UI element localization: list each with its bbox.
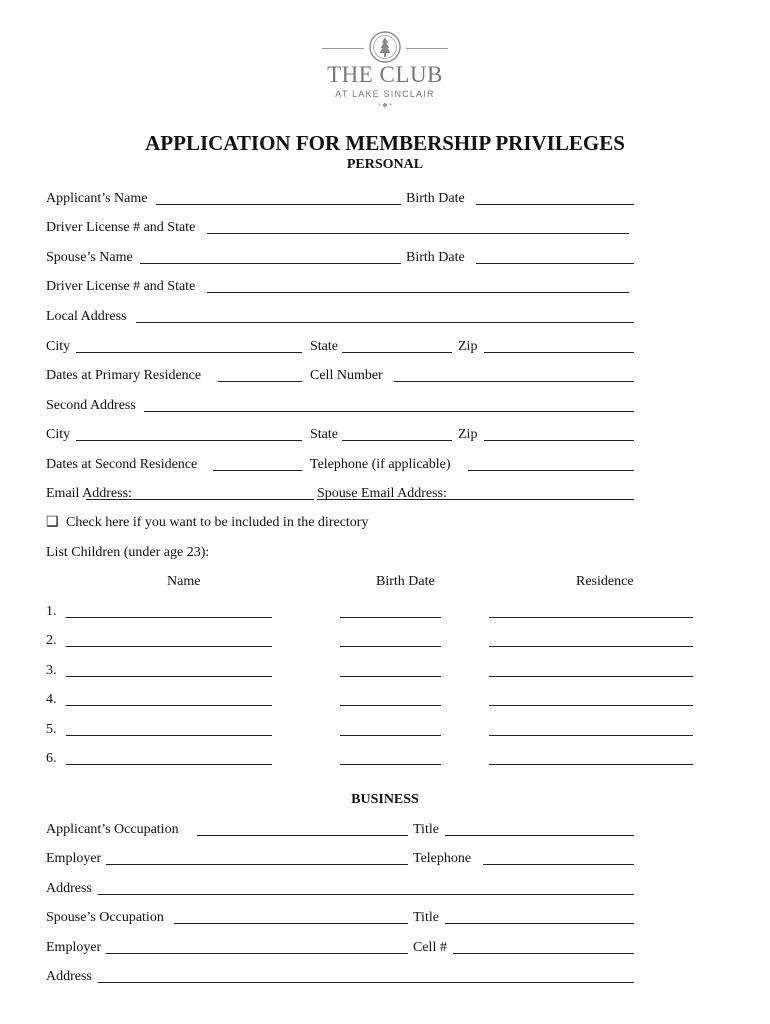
applicant-telephone-field[interactable] [483,864,634,865]
child-row-number: 6. [46,751,57,766]
applicant-business-address-field[interactable] [98,894,634,895]
child-birth-date-field[interactable] [340,764,441,765]
child-birth-date-field[interactable] [340,735,441,736]
child-birth-date-field[interactable] [340,705,441,706]
spouse-title-field[interactable] [445,923,634,924]
email-label: Email Address: [46,486,132,501]
spouse-driver-license-label: Driver License # and State [46,279,196,294]
second-zip-label: Zip [458,427,478,442]
applicant-occupation-field[interactable] [197,835,408,836]
child-residence-field[interactable] [489,617,693,618]
spouse-birth-date-field[interactable] [476,263,634,264]
second-state-field[interactable] [342,440,452,441]
spouse-occupation-label: Spouse’s Occupation [46,910,164,925]
children-col-residence: Residence [576,574,634,589]
spouse-driver-license-field[interactable] [207,292,629,293]
child-row-number: 3. [46,663,57,678]
second-address-label: Second Address [46,398,136,413]
logo-ornament: • ◆ • [378,101,392,109]
child-birth-date-field[interactable] [340,617,441,618]
dates-primary-label: Dates at Primary Residence [46,368,202,383]
spouse-name-label: Spouse’s Name [46,250,133,265]
email-field[interactable] [86,499,314,500]
pine-tree-seal-icon [368,30,402,64]
second-zip-field[interactable] [484,440,634,441]
zip-label: Zip [458,339,478,354]
directory-checkbox[interactable]: ❑ [46,515,59,530]
second-address-field[interactable] [144,411,634,412]
list-children-label: List Children (under age 23): [46,545,210,560]
applicant-telephone-label: Telephone [413,851,472,866]
child-row-number: 4. [46,692,57,707]
applicant-business-address-label: Address [46,881,92,896]
city-field[interactable] [76,352,302,353]
child-name-field[interactable] [66,617,272,618]
child-name-field[interactable] [66,705,272,706]
child-birth-date-field[interactable] [340,646,441,647]
child-residence-field[interactable] [489,676,693,677]
logo-right-rule [406,48,448,49]
child-name-field[interactable] [66,764,272,765]
spouse-business-address-label: Address [46,969,92,984]
telephone-optional-label: Telephone (if applicable) [310,457,451,472]
applicant-birth-date-field[interactable] [476,204,634,205]
local-address-label: Local Address [46,309,127,324]
applicant-name-field[interactable] [156,204,401,205]
child-residence-field[interactable] [489,735,693,736]
spouse-employer-label: Employer [46,940,102,955]
driver-license-label: Driver License # and State [46,220,196,235]
second-city-label: City [46,427,71,442]
spouse-email-label: Spouse Email Address: [317,486,447,501]
applicant-title-field[interactable] [445,835,634,836]
spouse-employer-field[interactable] [106,953,408,954]
spouse-cell-label: Cell # [413,940,447,955]
children-col-name: Name [167,574,201,589]
child-residence-field[interactable] [489,764,693,765]
personal-heading: PERSONAL [346,157,424,172]
cell-number-label: Cell Number [310,368,383,383]
child-name-field[interactable] [66,735,272,736]
driver-license-field[interactable] [207,233,629,234]
child-row-number: 2. [46,633,57,648]
spouse-business-address-field[interactable] [98,982,634,983]
spouse-cell-field[interactable] [453,953,634,954]
applicant-employer-field[interactable] [106,864,408,865]
local-address-field[interactable] [136,322,634,323]
child-row-number: 1. [46,604,57,619]
child-birth-date-field[interactable] [340,676,441,677]
applicant-name-label: Applicant’s Name [46,191,148,206]
second-city-field[interactable] [76,440,302,441]
dates-second-field[interactable] [213,470,302,471]
club-logo [300,28,470,114]
child-row-number: 5. [46,722,57,737]
dates-second-label: Dates at Second Residence [46,457,198,472]
child-name-field[interactable] [66,646,272,647]
applicant-employer-label: Employer [46,851,102,866]
spouse-email-field[interactable] [317,499,634,500]
form-title: APPLICATION FOR MEMBERSHIP PRIVILEGES [145,131,625,155]
city-label: City [46,339,71,354]
state-label: State [310,339,338,354]
cell-number-field[interactable] [394,381,634,382]
logo-tagline: AT LAKE SINCLAIR [335,89,435,99]
logo-brand: THE CLUB [327,62,443,87]
child-residence-field[interactable] [489,705,693,706]
state-field[interactable] [342,352,452,353]
zip-field[interactable] [484,352,634,353]
business-heading: BUSINESS [351,792,419,807]
spouse-name-field[interactable] [140,263,401,264]
birth-date-label: Birth Date [406,191,465,206]
applicant-occupation-label: Applicant’s Occupation [46,822,179,837]
second-state-label: State [310,427,338,442]
spouse-title-label: Title [413,910,439,925]
logo-left-rule [322,48,364,49]
directory-checkbox-label: Check here if you want to be included in the directory [66,515,369,530]
applicant-title-label: Title [413,822,439,837]
telephone-optional-field[interactable] [468,470,634,471]
child-name-field[interactable] [66,676,272,677]
dates-primary-field[interactable] [218,381,302,382]
spouse-birth-date-label: Birth Date [406,250,465,265]
spouse-occupation-field[interactable] [174,923,408,924]
child-residence-field[interactable] [489,646,693,647]
children-col-birth-date: Birth Date [376,574,435,589]
